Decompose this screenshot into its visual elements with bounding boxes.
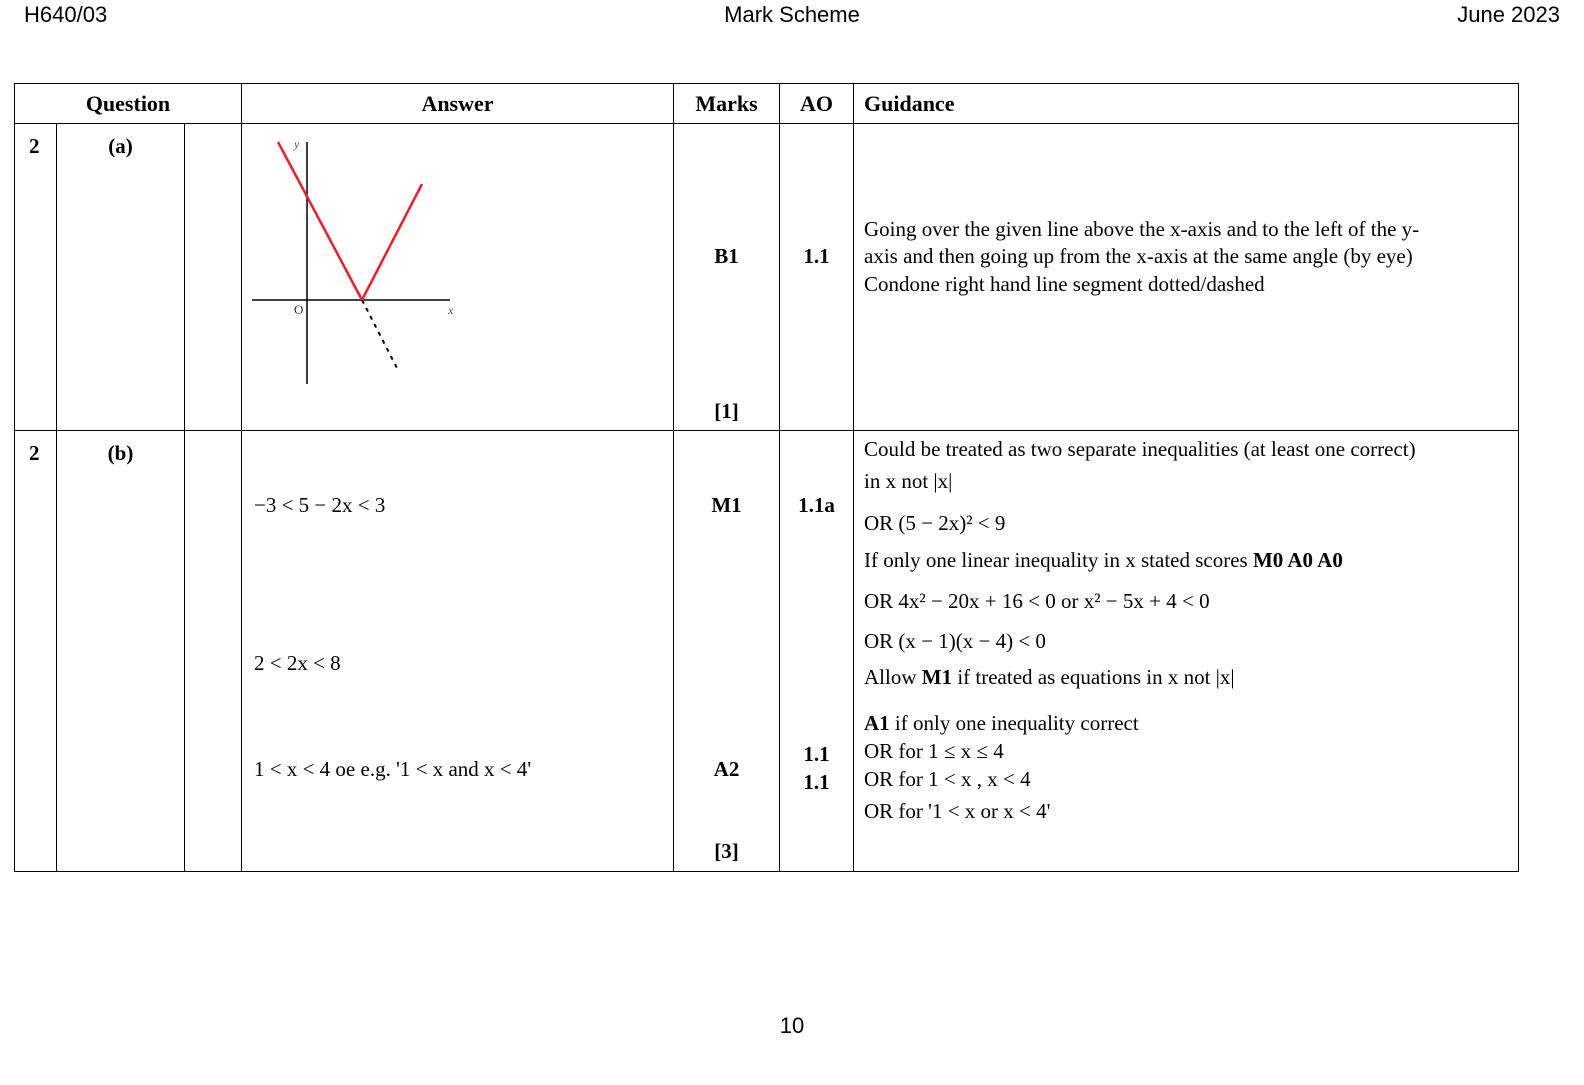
marks-cell — [674, 431, 780, 872]
ao-cell — [780, 124, 854, 431]
col-guidance-header: Guidance — [854, 84, 1519, 124]
guidance-text: if treated as equations in x not |x| — [957, 665, 1235, 689]
x-axis-label: x — [448, 303, 454, 317]
question-number-cell — [15, 124, 57, 431]
ao-value: 1.1 — [803, 770, 830, 794]
question-number: 2 — [29, 441, 40, 465]
table-row-2b — [15, 431, 1519, 872]
guidance-line — [864, 711, 1139, 736]
guidance-bold: M0 A0 A0 — [1252, 548, 1343, 572]
answer-line: −3 < 5 − 2x < 3 — [254, 493, 386, 517]
guidance-line: Condone right hand line segment dotted/dashed — [864, 272, 1265, 296]
guidance-bold: A1 — [864, 711, 890, 735]
guidance-cell — [854, 431, 1519, 872]
guidance-line: OR 4x² − 20x + 16 < 0 or x² − 5x + 4 < 0 — [864, 589, 1210, 613]
col-ao-header: AO — [780, 84, 854, 124]
origin-label: O — [294, 302, 304, 317]
answer-cell — [242, 124, 674, 431]
guidance-bold: M1 — [921, 665, 953, 689]
col-marks-header: Marks — [674, 84, 780, 124]
y-axis-label: y — [294, 137, 300, 151]
ao-value: 1.1 — [803, 244, 830, 268]
guidance-line: OR for 1 < x , x < 4 — [864, 767, 1031, 791]
question-number-cell — [15, 431, 57, 872]
mark-scheme-table — [14, 83, 1519, 872]
table-row-2a — [15, 124, 1519, 431]
ao-value: 1.1 — [803, 742, 830, 766]
guidance-line: in x not |x| — [864, 469, 953, 493]
doc-code: H640/03 — [24, 2, 108, 27]
guidance-line: OR for 1 ≤ x ≤ 4 — [864, 739, 1004, 763]
answer-line: 2 < 2x < 8 — [254, 651, 341, 675]
marks-total: [3] — [714, 839, 739, 863]
guidance-line: OR (5 − 2x)² < 9 — [864, 511, 1006, 535]
question-part-cell — [57, 124, 185, 431]
doc-date: June 2023 — [1457, 2, 1560, 27]
red-line-right — [362, 184, 422, 300]
guidance-line: OR for '1 < x or x < 4' — [864, 799, 1051, 823]
guidance-text: Allow — [864, 665, 917, 689]
question-part: (a) — [108, 134, 133, 158]
question-part: (b) — [107, 441, 134, 465]
doc-title: Mark Scheme — [724, 2, 860, 27]
guidance-text: If only one linear inequality in x stated scores — [864, 548, 1248, 572]
question-sub-cell — [185, 431, 242, 872]
table-header-row — [15, 84, 1519, 124]
guidance-line: Could be treated as two separate inequalities (at least one correct) — [864, 437, 1416, 461]
guidance-line: OR (x − 1)(x − 4) < 0 — [864, 629, 1046, 653]
guidance-line: axis and then going up from the x-axis at the same angle (by eye) — [864, 244, 1413, 268]
marks-cell — [674, 124, 780, 431]
ao-value: 1.1a — [798, 493, 835, 517]
question-number: 2 — [29, 134, 40, 158]
mark-a2: A2 — [713, 757, 740, 781]
mark-m1: M1 — [711, 493, 742, 517]
mark-b1: B1 — [714, 244, 739, 268]
page-number: 10 — [779, 1013, 805, 1038]
question-sub-cell — [185, 124, 242, 431]
dashed-line-segment — [362, 300, 398, 370]
answer-line: 1 < x < 4 oe e.g. '1 < x and x < 4' — [254, 757, 532, 781]
marks-total: [1] — [714, 399, 739, 423]
guidance-cell — [854, 124, 1519, 431]
answer-cell — [242, 431, 674, 872]
modulus-graph — [248, 134, 458, 394]
ao-cell — [780, 431, 854, 872]
red-line-left — [278, 142, 362, 300]
guidance-line — [864, 548, 1343, 573]
guidance-line — [864, 665, 1235, 690]
col-answer-header: Answer — [242, 84, 674, 124]
guidance-line: Going over the given line above the x-axis and to the left of the y- — [864, 217, 1420, 241]
question-part-cell — [57, 431, 185, 872]
guidance-text: if only one inequality correct — [894, 711, 1139, 735]
col-question-header: Question — [15, 84, 242, 124]
